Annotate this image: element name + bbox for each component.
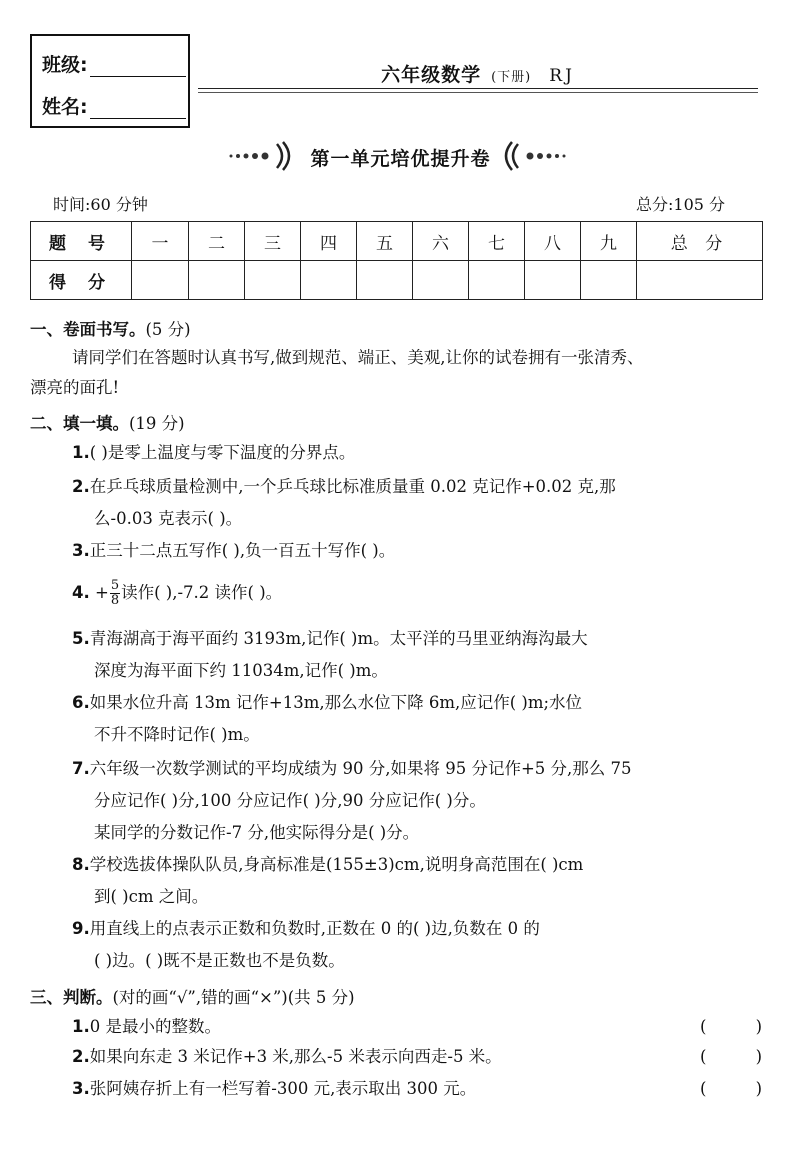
- score-table-header-row: [31, 222, 763, 261]
- exam-time: 时间:60 分钟: [53, 195, 148, 214]
- question-number: 2.: [72, 477, 90, 496]
- question-5-continued[interactable]: 深度为海平面下约 11034m,记作( )m。: [94, 661, 388, 680]
- book-title: [198, 60, 758, 87]
- class-label: 班级:: [42, 54, 88, 76]
- judge-answer-bracket[interactable]: ( ): [700, 1079, 785, 1098]
- score-cell[interactable]: [469, 261, 525, 300]
- header-rule-thin: [198, 92, 758, 93]
- exam-title: 第一单元培优提升卷: [310, 148, 491, 170]
- score-table-score-row: [31, 261, 763, 300]
- question-number: 3.: [72, 541, 90, 560]
- plus-sign: +: [95, 583, 109, 602]
- exam-total-score: 总分:105 分: [636, 195, 726, 214]
- question-8[interactable]: [72, 850, 764, 880]
- score-cell[interactable]: [413, 261, 469, 300]
- judge-item-3[interactable]: [72, 1074, 672, 1104]
- book-edition: RJ: [549, 66, 575, 86]
- question-7-continued[interactable]: 分应记作( )分,100 分应记作( )分,90 分应记作( )分。: [94, 791, 486, 810]
- section3-heading: [30, 984, 355, 1008]
- column-header: 四: [301, 222, 357, 261]
- column-header: 六: [413, 222, 469, 261]
- column-header: 二: [189, 222, 245, 261]
- book-title-main: 六年级数学: [381, 64, 482, 86]
- section1-points: (5 分): [145, 320, 191, 339]
- column-header: 一: [132, 222, 189, 261]
- question-number: 8.: [72, 855, 90, 874]
- name-label: 姓名:: [42, 96, 88, 118]
- question-text: 如果向东走 3 米记作+3 米,那么-5 米表示向西走-5 米。: [89, 1047, 502, 1066]
- column-header: 八: [525, 222, 581, 261]
- question-text: 青海湖高于海平面约 3193m,记作( )m。太平洋的马里亚纳海沟最大: [89, 629, 588, 648]
- score-header: 得 分: [31, 261, 132, 300]
- question-number: 1.: [72, 443, 90, 462]
- question-number: 7.: [72, 759, 90, 778]
- score-cell[interactable]: [525, 261, 581, 300]
- section1-title: 一、卷面书写。: [30, 320, 146, 339]
- question-text: 如果水位升高 13m 记作+13m,那么水位下降 6m,应记作( )m;水位: [89, 693, 583, 712]
- score-cell[interactable]: [301, 261, 357, 300]
- question-5[interactable]: [72, 624, 764, 654]
- column-header: 九: [581, 222, 637, 261]
- question-7[interactable]: [72, 754, 764, 784]
- section1-heading: [30, 316, 191, 340]
- question-text: 在乒乓球质量检测中,一个乒乓球比标准质量重 0.02 克记作+0.02 克,那: [89, 477, 616, 496]
- question-2[interactable]: [72, 472, 764, 502]
- question-number: 5.: [72, 629, 90, 648]
- question-number: 9.: [72, 919, 90, 938]
- question-text: 六年级一次数学测试的平均成绩为 90 分,如果将 95 分记作+5 分,那么 75: [89, 759, 632, 778]
- question-number: 3.: [72, 1079, 90, 1098]
- column-header: 三: [245, 222, 301, 261]
- section3-title: 三、判断。: [30, 988, 113, 1007]
- question-number: 1.: [72, 1017, 90, 1036]
- question-9-continued[interactable]: ( )边。( )既不是正数也不是负数。: [94, 951, 345, 970]
- judge-item-2[interactable]: [72, 1042, 672, 1072]
- header-rule: [198, 88, 758, 89]
- question-6[interactable]: [72, 688, 764, 718]
- question-text: 张阿姨存折上有一栏写着-300 元,表示取出 300 元。: [89, 1079, 477, 1098]
- score-cell[interactable]: [245, 261, 301, 300]
- question-text: 正三十二点五写作( ),负一百五十写作( )。: [89, 541, 396, 560]
- question-number: 2.: [72, 1047, 90, 1066]
- question-number-header: 题 号: [31, 222, 132, 261]
- name-blank-line[interactable]: [90, 100, 186, 119]
- section3-points: (对的画“√”,错的画“×”)(共 5 分): [112, 988, 355, 1007]
- section2-points: (19 分): [129, 414, 185, 433]
- fraction-denominator: 8: [110, 593, 120, 608]
- question-8-continued[interactable]: 到( )cm 之间。: [94, 887, 209, 906]
- question-6-continued[interactable]: 不升不降时记作( )m。: [94, 725, 260, 744]
- score-table: [30, 221, 763, 300]
- question-7-continued-2[interactable]: 某同学的分数记作-7 分,他实际得分是( )分。: [94, 823, 420, 842]
- judge-answer-bracket[interactable]: ( ): [700, 1017, 785, 1036]
- student-info-box: [30, 34, 190, 128]
- section1-line2: 漂亮的面孔!: [30, 378, 120, 397]
- question-4[interactable]: [72, 578, 764, 608]
- question-text: 0 是最小的整数。: [89, 1017, 221, 1036]
- section1-line1: 请同学们在答题时认真书写,做到规范、端正、美观,让你的试卷拥有一张清秀、: [72, 348, 644, 367]
- score-cell[interactable]: [189, 261, 245, 300]
- class-blank-line[interactable]: [90, 58, 186, 77]
- name-field[interactable]: [42, 92, 186, 119]
- total-score-header: 总 分: [637, 222, 763, 261]
- question-9[interactable]: [72, 914, 764, 944]
- judge-item-1[interactable]: [72, 1012, 672, 1042]
- question-text: 读作( ),-7.2 读作( )。: [121, 583, 283, 602]
- question-text: ( )是零上温度与零下温度的分界点。: [89, 443, 356, 462]
- fraction-five-eighths: [110, 579, 120, 608]
- question-2-continued[interactable]: 么-0.03 克表示( )。: [94, 509, 243, 528]
- column-header: 七: [469, 222, 525, 261]
- score-cell[interactable]: [357, 261, 413, 300]
- question-1[interactable]: [72, 438, 764, 468]
- question-text: 用直线上的点表示正数和负数时,正数在 0 的( )边,负数在 0 的: [89, 919, 540, 938]
- fraction-numerator: 5: [110, 578, 120, 593]
- section2-title: 二、填一填。: [30, 414, 129, 433]
- section2-heading: [30, 410, 185, 434]
- question-text: 学校选拔体操队队员,身高标准是(155±3)cm,说明身高范围在( )cm: [89, 855, 584, 874]
- score-cell[interactable]: [581, 261, 637, 300]
- total-score-cell[interactable]: [637, 261, 763, 300]
- judge-answer-bracket[interactable]: ( ): [700, 1047, 785, 1066]
- class-field[interactable]: [42, 50, 186, 77]
- question-3[interactable]: [72, 536, 764, 566]
- question-number: 6.: [72, 693, 90, 712]
- score-cell[interactable]: [132, 261, 189, 300]
- question-number: 4.: [72, 583, 90, 602]
- column-header: 五: [357, 222, 413, 261]
- book-volume: (下册): [491, 70, 532, 85]
